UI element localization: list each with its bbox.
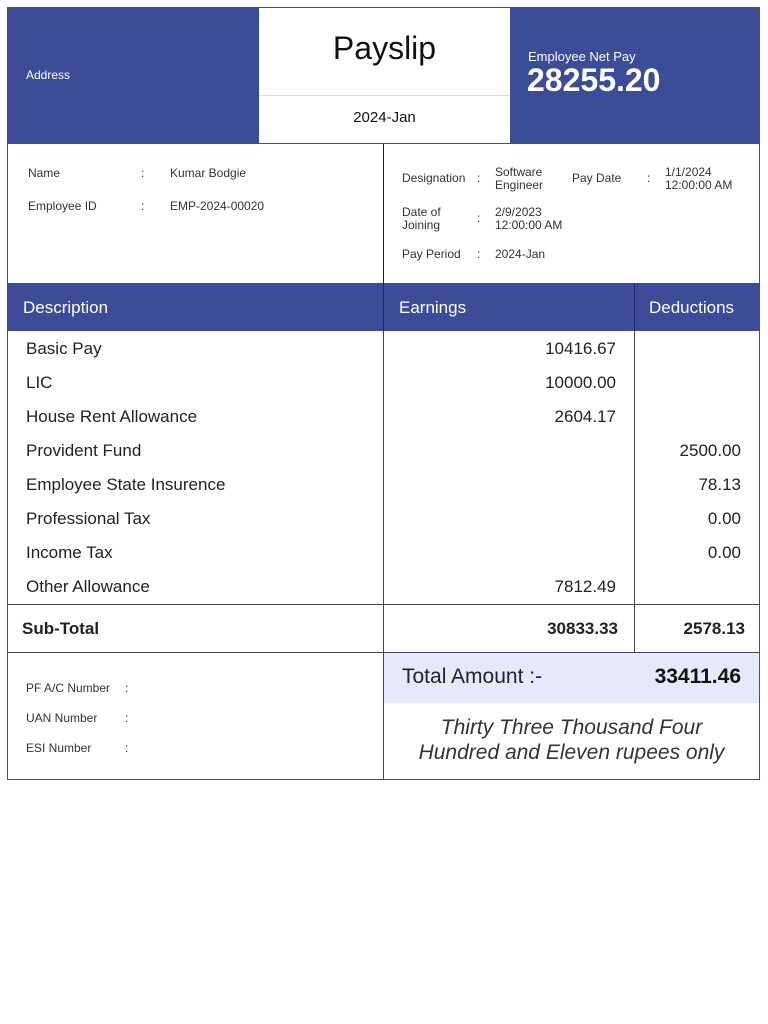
row-earnings: 10000.00 [545,373,616,392]
row-description: Other Allowance [26,577,150,596]
earnings-header: Earnings [399,298,467,317]
pay-period-label: Pay Period [402,247,461,261]
pay-date-value-line1: 1/1/2024 [665,165,712,179]
deductions-header: Deductions [649,298,735,317]
address-label: Address [26,68,71,82]
table-row [8,501,759,535]
row-description: House Rent Allowance [26,407,198,426]
table-row [8,365,759,399]
page-title: Payslip [332,30,437,66]
name-colon: : [141,166,145,180]
row-deductions: 0.00 [707,543,741,562]
pay-date-label: Pay Date [572,171,622,185]
uan-number-label: UAN Number [26,711,98,725]
row-deductions: 78.13 [698,475,741,494]
row-description: Basic Pay [26,339,102,358]
net-pay-panel [510,8,759,143]
uan-number-colon: : [125,711,129,725]
subtotal-earnings: 30833.33 [547,619,618,638]
designation-value-line1: Software [495,165,543,179]
employee-info [8,143,759,284]
name-label: Name [28,166,61,180]
table-header [8,283,759,331]
subtotal-row [8,604,759,653]
payslip-period: 2024-Jan [353,109,416,126]
name-value: Kumar Bodgie [170,166,247,180]
table-row [8,569,759,603]
doj-value-line2: 12:00:00 AM [495,218,563,232]
row-earnings: 2604.17 [554,407,616,426]
table-row [8,433,759,467]
payslip-footer [8,653,759,780]
employee-id-value: EMP-2024-00020 [170,199,265,213]
row-description: LIC [26,373,53,392]
table-row [8,467,759,501]
net-pay-label: Employee Net Pay [528,49,636,64]
title-panel [259,8,510,143]
doj-value-line1: 2/9/2023 [495,205,542,219]
row-description: Income Tax [26,543,113,562]
address-panel [8,8,259,143]
row-description: Employee State Insurence [26,475,226,494]
subtotal-deductions: 2578.13 [683,619,745,638]
payslip [7,7,760,780]
table-row [8,331,759,365]
designation-label: Designation [402,171,466,185]
employee-id-label: Employee ID [28,199,97,213]
payslip-header [8,8,759,143]
designation-value-line2: Engineer [495,178,544,192]
total-amount-box [384,653,759,703]
table-row [8,399,759,433]
table-row [8,535,759,569]
amount-in-words-line2: Hundred and Eleven rupees only [418,741,725,764]
row-deductions: 0.00 [707,509,741,528]
row-description: Professional Tax [26,509,151,528]
pay-period-colon: : [477,247,481,261]
doj-colon: : [477,211,481,225]
esi-number-label: ESI Number [26,741,92,755]
esi-number-colon: : [125,741,129,755]
table-body [8,331,759,604]
net-pay-value: 28255.20 [527,62,661,98]
pf-number-colon: : [125,681,129,695]
subtotal-label: Sub-Total [22,619,100,638]
amount-in-words [384,715,759,765]
pf-number-label: PF A/C Number [26,681,111,695]
row-earnings: 7812.49 [554,577,616,596]
pay-period-value: 2024-Jan [495,247,546,261]
doj-label-line2: Joining [402,218,441,232]
total-amount-label: Total Amount :- [402,665,543,688]
amount-in-words-line1: Thirty Three Thousand Four [440,716,703,739]
title-divider [259,95,510,96]
info-divider [383,144,384,284]
total-amount-value: 33411.46 [654,665,741,688]
pay-date-value-line2: 12:00:00 AM [665,178,733,192]
header-divider [383,283,384,331]
pay-date-colon: : [647,171,651,185]
header-divider [634,283,635,331]
employee-id-colon: : [141,199,145,213]
designation-colon: : [477,171,481,185]
row-description: Provident Fund [26,441,142,460]
doj-label-line1: Date of [402,205,441,219]
description-header: Description [23,298,109,317]
row-earnings: 10416.67 [545,339,616,358]
row-deductions: 2500.00 [679,441,741,460]
